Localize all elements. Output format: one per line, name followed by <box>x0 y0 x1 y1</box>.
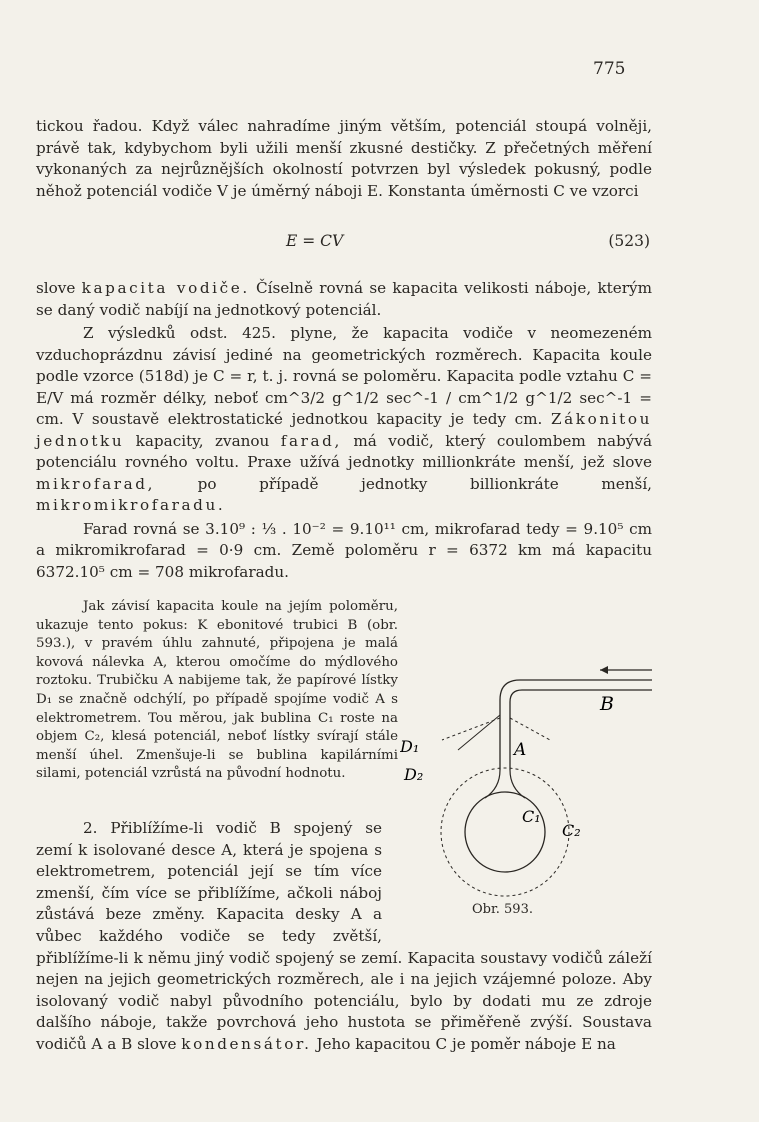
term-mikromikrofarad: mikromikrofaradu. <box>36 496 226 514</box>
label-C1: C₁ <box>522 807 541 826</box>
para5: 2. Přiblížíme-li vodič B spojený se zemí k isolované desce A, která je spojena s elektrometrem, potenciál její se tím více zmenší, čím více se přiblížíme, ačkoli náboj zůstává beze změny. Kapacita desky A a vůbec každého vodiče se tedy zvětší, přiblížíme-li k němu jiný vodič spojený se zemí. Kapacita soustavy vodičů záleží nejen na jejich geometrických rozměrech, ale i na jejich vzájemné poloze. Aby isolovaný vodič nabyl původního potenciálu, bylo by dodati mu ze zdroje dalšího náboje, takže povrchová jeho hustota se přiměřeně zvýší. Soustava vodičů A a B slove <box>36 819 652 1053</box>
para2-start: slove <box>36 279 76 297</box>
paragraph-definition <box>36 278 652 583</box>
label-A: A <box>514 740 527 760</box>
label-D2: D₂ <box>404 765 424 784</box>
label-D1: D₁ <box>400 737 420 756</box>
small-print-experiment <box>36 598 398 784</box>
equation-number: (523) <box>608 232 650 250</box>
equation-523 <box>36 232 652 258</box>
para4: Farad rovná se 3.10⁹ : ⅓ . 10⁻² = 9.10¹¹ cm, mikrofarad tedy = 9.10⁵ cm a mikromikrofarad = 0·9 cm. Země poloměru r = 6372 km má kapacitu 6372.10⁵ cm = 708 mikrofaradu. <box>36 519 652 581</box>
small-para: Jak závisí kapacita koule na jejím poloměru, ukazuje tento pokus: K ebonitové trubici B (obr. 593.), v pravém úhlu zahnuté, připojena je malá kovová nálevka A, kterou omočíme do mýdlového roztoku. Trubičku A nabijeme tak, že papírové lístky D₁ se značně odchýlí, po případě spojíme vodič A s elektrometrem. Tou měrou, jak bublina C₁ roste na objem C₂, klesá potenciál, neboť lístky svírají stále menší úhel. Zmenšuje-li se bublina kapilárními silami, potenciál vzrůstá na původní hodnotu. <box>36 599 398 782</box>
label-C2: C₂ <box>562 821 581 840</box>
para3-mid3: po případě jednotky billionkráte menší, <box>197 474 653 493</box>
para5-end: Jeho kapacitou C je poměr náboje E na <box>316 1034 616 1053</box>
page-number: 775 <box>593 59 626 79</box>
para1: tickou řadou. Když válec nahradíme jiným větším, potenciál stoupá volněji, právě tak, kdybychom byli užili menší zkusné destičky. Z přečetných měření vykonaných za nejrůznějších okolností potvrzen byl výsledek pokusný, podle něhož potenciál vodiče V je úměrný náboji E. Konstanta úměrnosti C ve vzorci <box>36 117 652 200</box>
term-mikrofarad: mikrofarad, <box>36 474 156 493</box>
para3-mid1: kapacity, zvanou <box>135 431 270 450</box>
term-zakonita-jednotka: Zákonitou jednotku <box>36 410 653 450</box>
para3: Z výsledků odst. 425. plyne, že kapacita vodiče v neomezeném vzduchoprázdnu závisí jediné na geometrických rozměrech. Kapacita koule podle vzorce (518d) je C = r, t. j. rovná se poloměru. Kapacita podle vztahu C = E/V má rozměr délky, neboť cm^3/2 g^1/2 sec^-1 / cm^1/2 g^1/2 sec^-1 = cm. V soustavě elektrostatické jednotkou kapacity je tedy cm. <box>36 324 652 428</box>
paragraph-intro <box>36 116 652 202</box>
para2-rest: Číselně rovná se kapacita velikosti náboje, kterým se daný vodič nabíjí na jednotkový potenciál. <box>36 279 653 319</box>
term-kondensator: kondensátor. <box>181 1034 312 1053</box>
term-kapacita: kapacita vodiče. <box>81 279 250 297</box>
paragraph-condenser <box>36 818 652 1056</box>
term-farad: farad, <box>280 431 342 450</box>
equation-formula: E = CV <box>286 232 344 250</box>
para3-mid2: má vodič, který coulombem nabývá potenciálu rovného voltu. Praxe užívá jednotky millionkráte menší, jež slove <box>36 431 653 471</box>
figure-caption: Obr. 593. <box>472 902 533 917</box>
label-B: B <box>600 693 614 715</box>
